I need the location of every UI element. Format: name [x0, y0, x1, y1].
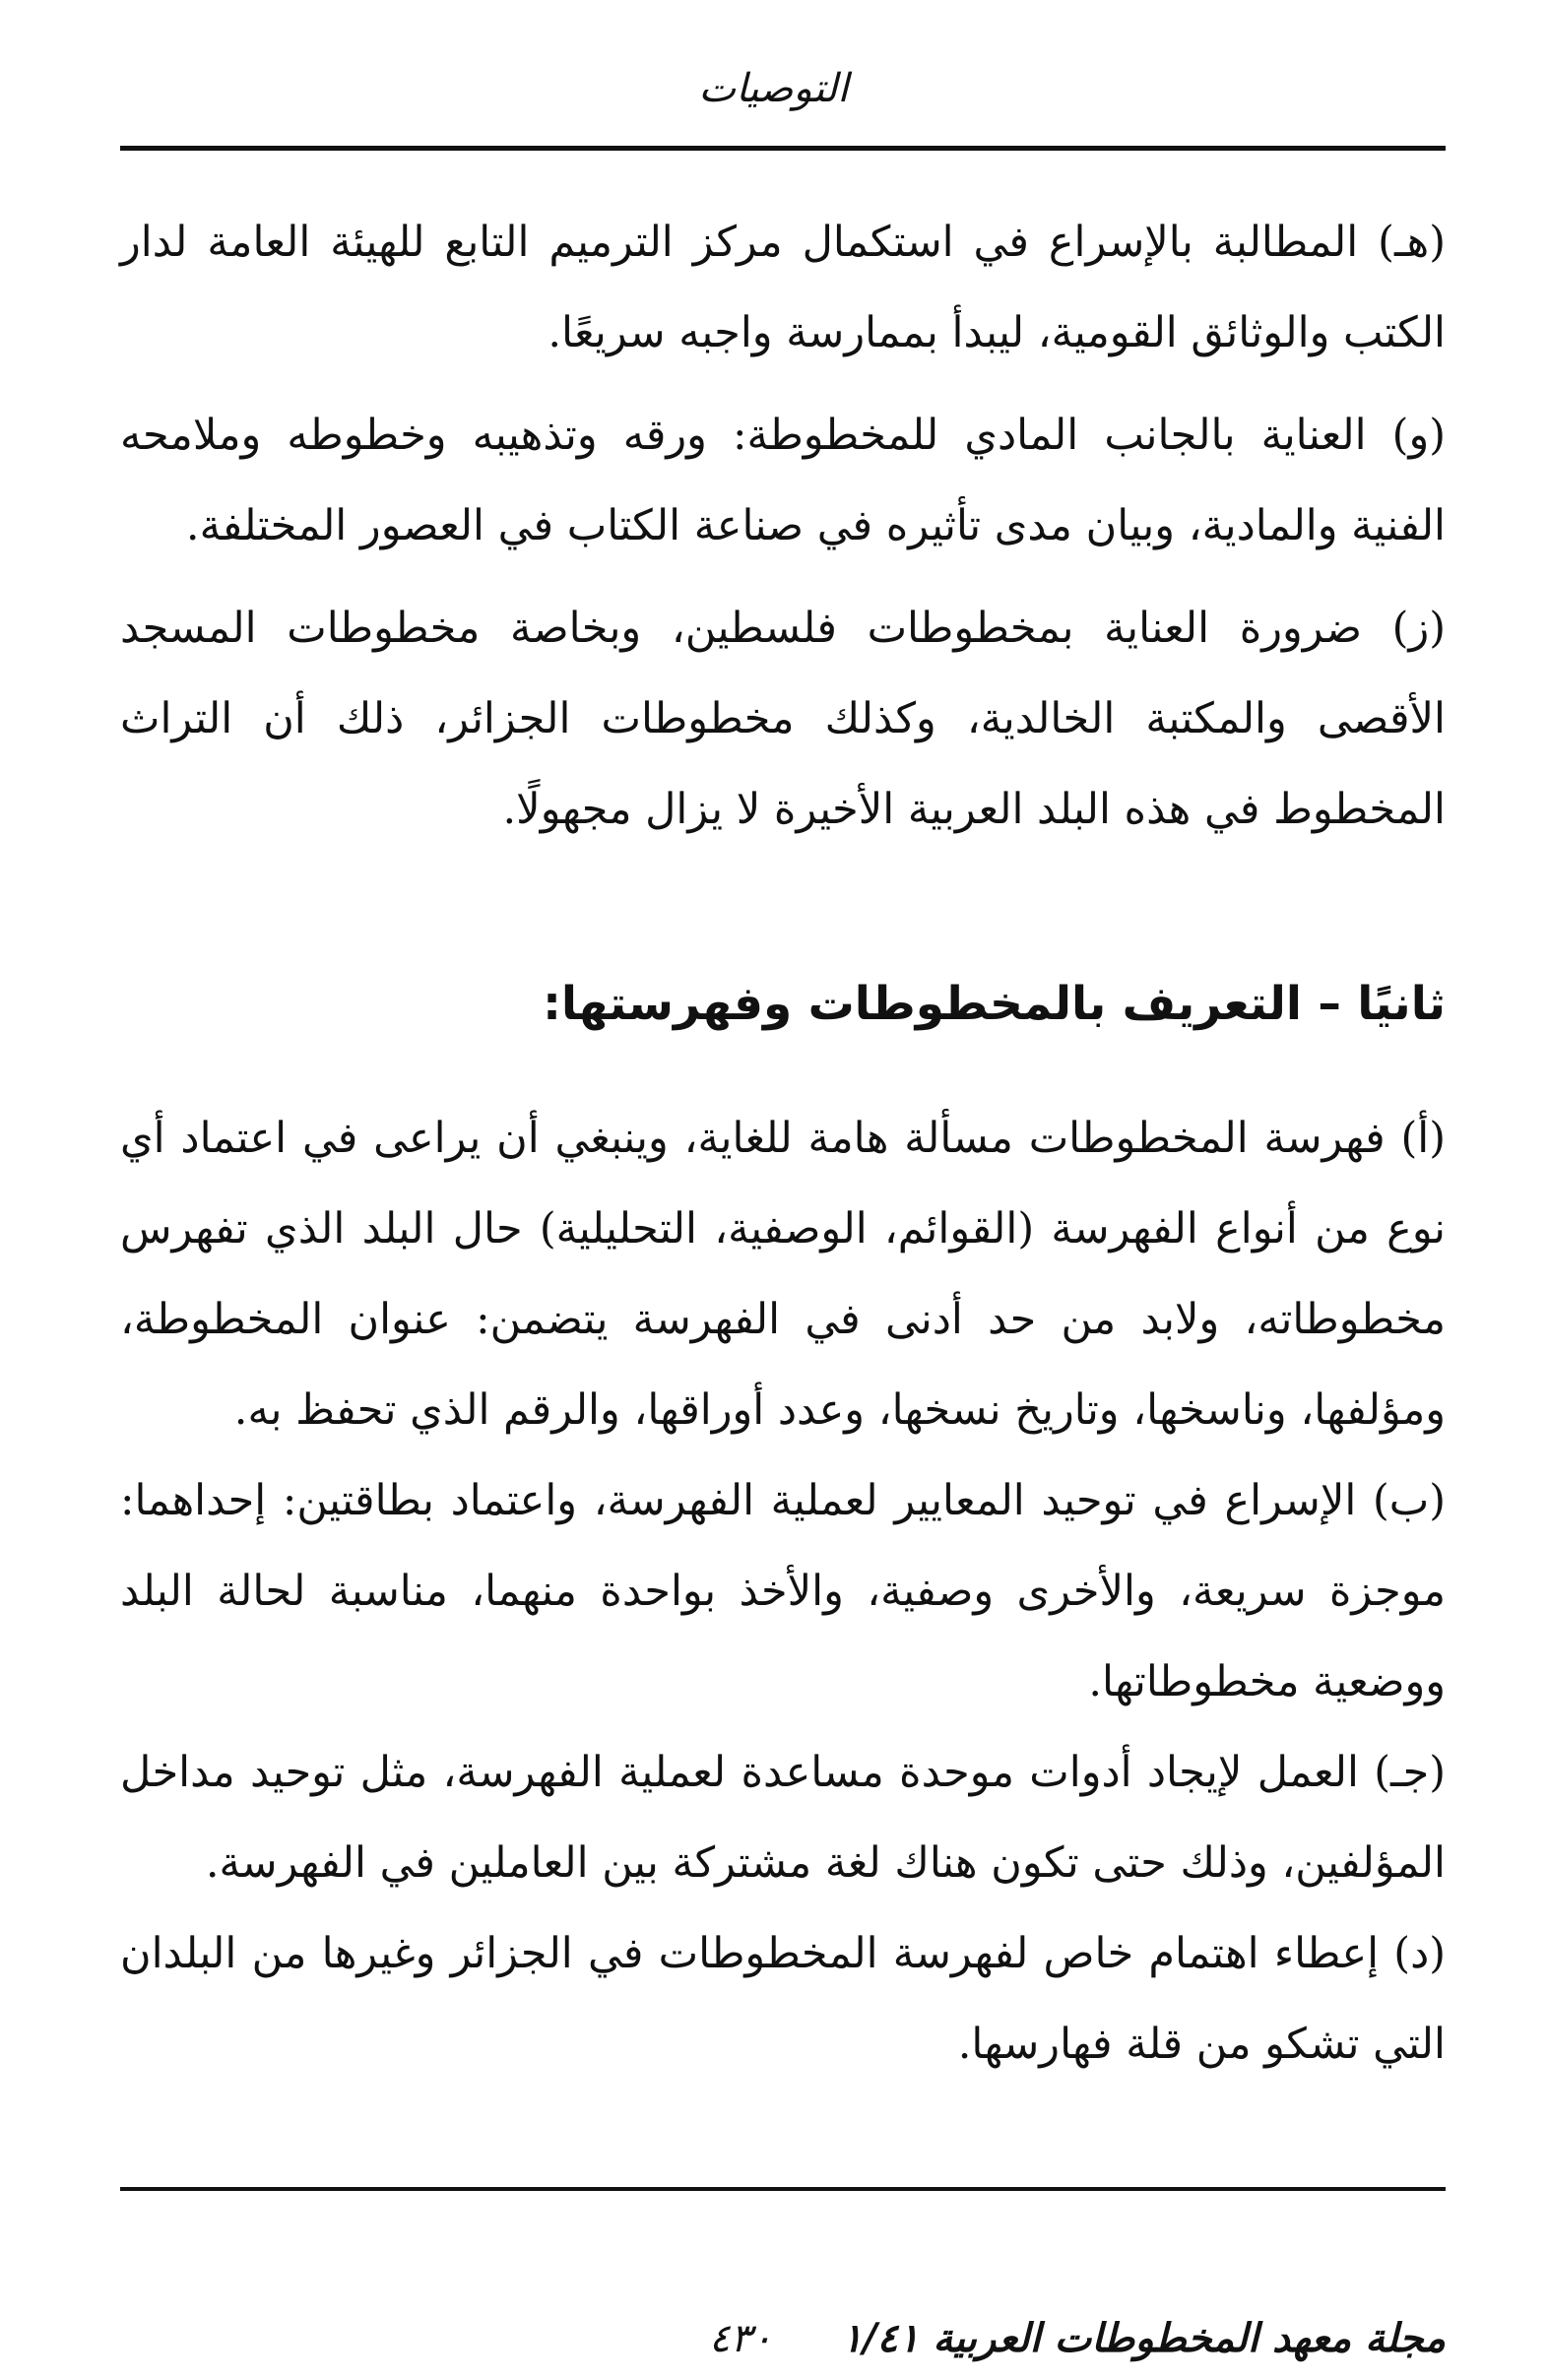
- paragraph-jim: (جـ) العمل لإيجاد أدوات موحدة مساعدة لعملية الفهرسة، مثل توحيد مداخل المؤلفين، وذلك حتى تكون هناك لغة مشتركة بين العاملين في الفهرسة.: [120, 1748, 1446, 1888]
- section-2-body: [120, 1093, 1446, 2090]
- section-1-body: [120, 197, 1446, 855]
- paragraph-he: (هـ) المطالبة بالإسراع في استكمال مركز الترميم التابع للهيئة العامة لدار الكتب والوثائق القومية، ليبدأ بممارسة واجبه سريعًا.: [120, 218, 1446, 357]
- section-heading: ثانيًا – التعريف بالمخطوطات وفهرستها:: [543, 977, 1446, 1031]
- paragraph-waw: (و) العناية بالجانب المادي للمخطوطة: ورقه وتذهيبه وخطوطه وملامحه الفنية والمادية، وبيان مدى تأثيره في صناعة الكتاب في العصور المختلفة.: [120, 411, 1446, 550]
- paragraph-zay: (ز) ضرورة العناية بمخطوطات فلسطين، وبخاصة مخطوطات المسجد الأقصى والمكتبة الخالدية، وكذلك مخطوطات الجزائر، ذلك أن التراث المخطوط في هذه البلد العربية الأخيرة لا يزال مجهولًا.: [120, 604, 1446, 834]
- paragraph-alif: (أ) فهرسة المخطوطات مسألة هامة للغاية، وينبغي أن يراعى في اعتماد أي نوع من أنواع الفهرسة (القوائم، الوصفية، التحليلية) حال البلد الذي تفهرس مخطوطاته، ولابد من حد أدنى في الفهرسة يتضمن: عنوان المخطوطة، ومؤلفها، وناسخها، وتاريخ نسخها، وعدد أوراقها، والرقم الذي تحفظ به.: [120, 1114, 1446, 1435]
- journal-citation: مجلة معهد المخطوطات العربية ١/٤١: [841, 2315, 1446, 2361]
- page-number: ٤٣٠: [709, 2316, 773, 2361]
- paragraph-ba: (ب) الإسراع في توحيد المعايير لعملية الفهرسة، واعتماد بطاقتين: إحداهما: موجزة سريعة، والأخرى وصفية، والأخذ بواحدة منهما، مناسبة لحالة البلد ووضعية مخطوطاتها.: [120, 1476, 1446, 1706]
- paragraph-dal: (د) إعطاء اهتمام خاص لفهرسة المخطوطات في الجزائر وغيرها من البلدان التي تشكو من قلة فهارسها.: [120, 1929, 1446, 2069]
- header-rule: [120, 146, 1446, 151]
- footer-rule: [120, 2187, 1446, 2191]
- running-header: التوصيات: [698, 66, 849, 111]
